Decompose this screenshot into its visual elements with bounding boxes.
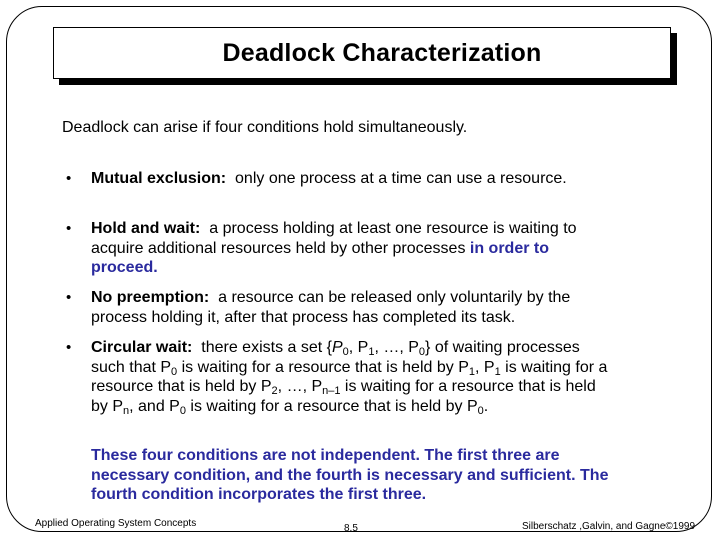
footer-authors: Silberschatz ,Galvin, and Gagne©1999 bbox=[522, 521, 696, 532]
math-p: P bbox=[331, 339, 343, 356]
math-p: P bbox=[169, 397, 180, 415]
bullet-dot: • bbox=[66, 339, 72, 356]
hold-and-wait-text: a process holding at least one resource is waiting to acquire additional resources held by other processes bbox=[91, 220, 577, 257]
circular-wait-text: } of waiting processes such that bbox=[91, 339, 580, 376]
circular-wait-text: , …, bbox=[374, 339, 409, 356]
math-p: P bbox=[483, 358, 495, 376]
term-hold-and-wait: Hold and wait: bbox=[91, 220, 201, 237]
intro-text: Deadlock can arise if four conditions hold simultaneously. bbox=[62, 119, 468, 136]
circular-wait-text: is waiting for a resource that is held by bbox=[177, 358, 459, 376]
hold-and-wait-emphasis: in order to proceed. bbox=[91, 239, 549, 276]
bullet-circular-wait bbox=[91, 338, 611, 416]
footer-course: Applied Operating System Concepts bbox=[35, 518, 197, 529]
no-preemption-text: a resource can be released only voluntarily by the process holding it, after that process has completed its task. bbox=[91, 289, 571, 326]
bullet-no-preemption bbox=[91, 288, 611, 327]
math-p: P bbox=[112, 397, 124, 415]
math-sub: 0 bbox=[418, 346, 426, 358]
math-p: P bbox=[357, 339, 369, 356]
math-sub: 1 bbox=[368, 346, 375, 358]
conclusion-text: These four conditions are not independent. The first three are necessary condition, and the fourth is necessary and sufficient. The fourth condition incorporates the first three. bbox=[91, 447, 609, 503]
mutual-exclusion-text: only one process at a time can use a resource. bbox=[235, 170, 567, 187]
circular-wait-text: , bbox=[348, 339, 358, 356]
circular-wait-text: . bbox=[483, 397, 489, 415]
math-sub: 0 bbox=[477, 404, 484, 417]
math-p: P bbox=[311, 378, 323, 395]
math-p: P bbox=[458, 358, 469, 376]
math-sub: 0 bbox=[179, 404, 186, 417]
term-mutual-exclusion: Mutual exclusion: bbox=[91, 170, 227, 187]
circular-wait-text: is waiting for a resource that is held by bbox=[91, 378, 596, 415]
math-sub: n–1 bbox=[322, 385, 341, 397]
math-p: P bbox=[467, 397, 478, 415]
circular-wait-text: , and bbox=[129, 397, 170, 415]
circular-wait-text: , bbox=[475, 358, 484, 376]
circular-wait-text: there exists a set { bbox=[201, 339, 332, 356]
math-sub: 1 bbox=[468, 365, 475, 378]
term-circular-wait: Circular wait: bbox=[91, 339, 193, 356]
math-p: P bbox=[160, 358, 172, 376]
bullet-hold-and-wait bbox=[91, 219, 611, 278]
math-sub: n bbox=[123, 404, 130, 417]
bullet-mutual-exclusion bbox=[91, 169, 611, 189]
math-p: P bbox=[260, 378, 272, 395]
math-sub: 1 bbox=[494, 365, 501, 378]
circular-wait-text: is waiting for a resource that is held by bbox=[91, 358, 608, 395]
slide-title: Deadlock Characterization bbox=[222, 38, 542, 67]
bullet-dot: • bbox=[66, 289, 72, 306]
bullet-dot: • bbox=[66, 220, 72, 237]
math-sub: 2 bbox=[271, 385, 278, 397]
math-sub: 0 bbox=[171, 365, 178, 378]
circular-wait-text: , …, bbox=[277, 378, 312, 395]
bullet-dot: • bbox=[66, 170, 72, 187]
circular-wait-text: is waiting for a resource that is held by bbox=[185, 397, 467, 415]
title-box bbox=[53, 27, 671, 79]
math-p: P bbox=[408, 339, 419, 356]
footer-page-number: 8.5 bbox=[344, 523, 358, 534]
term-no-preemption: No preemption: bbox=[91, 289, 210, 306]
math-sub: 0 bbox=[342, 346, 349, 358]
